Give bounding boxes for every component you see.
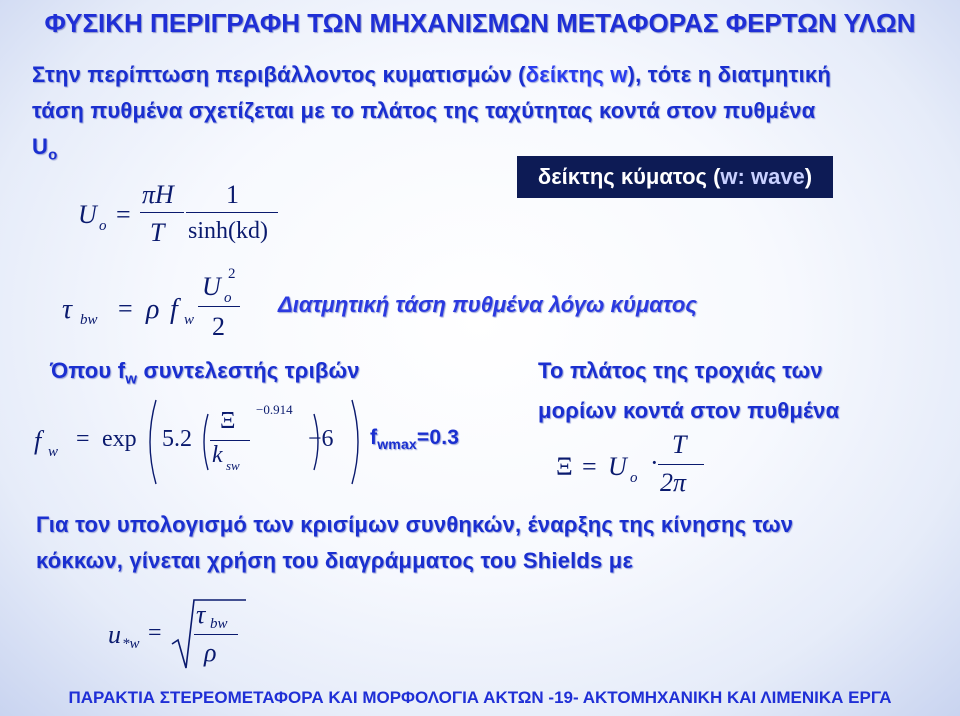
eq-ustar-frac-line	[194, 634, 238, 635]
eq-tau-f-sub: w	[184, 312, 195, 328]
slide-title: ΦΥΣΙΚΗ ΠΕΡΙΓΡΑΦΗ ΤΩΝ ΜΗΧΑΝΙΣΜΩΝ ΜΕΤΑΦΟΡΑΣ ΦΕΡΤΩΝ ΥΛΩΝ	[44, 8, 916, 38]
eq-ustar-num: τ	[196, 600, 206, 629]
equation-fw	[30, 396, 370, 492]
shields-line-1: Για τον υπολογισμό των κρισίμων συνθηκών, έναρξης της κίνησης των	[36, 512, 794, 537]
equation-xi	[552, 424, 722, 510]
intro-line-2: τάση πυθμένα σχετίζεται με το πλάτος της ταχύτητας κοντά στον πυθμένα	[32, 98, 816, 123]
eq-fw-num: Ξ	[220, 408, 236, 434]
eq-xi-u: U	[608, 452, 627, 481]
eq-uo-den1: T	[150, 218, 165, 247]
eq-tau-num-sub: o	[224, 290, 232, 306]
eq-uo-frac1-line	[140, 212, 184, 213]
slide-footer: ΠΑΡΑΚΤΙΑ ΣΤΕΡΕΟΜΕΤΑΦΟΡΑ ΚΑΙ ΜΟΡΦΟΛΟΓΙΑ ΑΚΤΩΝ -19- ΑΚΤΟΜΗΧΑΝΙΚΗ ΚΑΙ ΛΙΜΕΝΙΚΑ ΕΡΓΑ	[68, 688, 892, 707]
eq-fw-minus6: −6	[308, 426, 334, 452]
eq-fw-power: −0.914	[256, 402, 293, 417]
eq-fw-lhs: f	[34, 426, 42, 455]
eq-ustar-equals: =	[148, 620, 162, 646]
wave-box-text-b: )	[804, 164, 813, 189]
eq-fw-den-sub: sw	[226, 458, 240, 473]
amplitude-line-2: μορίων κοντά στον πυθμένα	[538, 398, 840, 423]
intro-line-1-text-b: ), τότε η διατμητική	[627, 62, 832, 87]
eq-fw-equals: =	[76, 426, 90, 452]
eq-fw-lhs-sub: w	[48, 444, 59, 460]
eq-xi-den: 2π	[660, 468, 687, 497]
intro-line-3	[32, 134, 57, 163]
eq-xi-num: T	[672, 430, 687, 459]
eq-uo-equals: =	[116, 200, 131, 229]
fw-max-sub: wmax	[377, 436, 417, 453]
eq-ustar-den: ρ	[204, 638, 217, 667]
uo-symbol-sub: o	[48, 146, 58, 164]
eq-ustar-num-sub: bw	[210, 616, 228, 632]
wave-index-box	[517, 156, 833, 198]
friction-text-sub: w	[125, 370, 138, 388]
friction-text-a: Όπου f	[50, 358, 126, 383]
eq-xi-frac-line	[658, 464, 704, 465]
friction-text-b: συντελεστής τριβών	[137, 358, 360, 383]
wave-box-text-a: δείκτης κύματος (	[537, 164, 721, 189]
eq-uo-num2: 1	[226, 180, 239, 209]
eq-tau-rho: ρ	[146, 294, 160, 325]
eq-ustar-sub: *w	[122, 636, 140, 652]
intro-line-1	[32, 62, 831, 88]
eq-tau-num-sup: 2	[228, 266, 236, 282]
eq-uo-frac2-line	[186, 212, 278, 213]
eq-tau-den: 2	[212, 312, 225, 341]
eq-tau-lhs-sub: bw	[80, 312, 98, 328]
eq-xi-dot: ·	[650, 448, 659, 477]
eq-fw-frac-line	[210, 440, 250, 441]
shields-line-2: κόκκων, γίνεται χρήση του διαγράμματος του Shields με	[36, 548, 634, 573]
eq-uo-den2: sinh(kd)	[188, 218, 268, 244]
eq-tau-num: U	[202, 272, 221, 301]
eq-ustar-u: u	[108, 620, 121, 649]
eq-tau-frac-line	[198, 306, 240, 307]
equation-tau-bw	[58, 262, 258, 352]
tau-caption: Διατμητική τάση πυθμένα λόγω κύματος	[278, 292, 698, 317]
fw-max-f: f	[370, 426, 378, 449]
eq-fw-den: k	[212, 442, 223, 468]
eq-tau-lhs: τ	[62, 294, 73, 325]
eq-uo-lhs-sub: o	[99, 218, 107, 234]
wave-box-highlight: w: wave	[720, 164, 805, 189]
eq-xi-equals: =	[582, 452, 597, 481]
uo-symbol: U	[32, 134, 49, 159]
equation-ustar	[104, 592, 254, 676]
eq-uo-lhs: U	[78, 200, 97, 229]
eq-tau-f: f	[170, 294, 178, 325]
eq-xi-u-sub: o	[630, 470, 638, 486]
eq-uo-num1: πH	[142, 180, 174, 209]
eq-xi-lhs: Ξ	[556, 452, 573, 481]
fw-max-value: =0.3	[416, 426, 460, 449]
friction-factor-text	[50, 358, 360, 387]
amplitude-line-1: Το πλάτος της τροχιάς των	[538, 358, 823, 383]
eq-fw-exp: exp	[102, 426, 137, 452]
equation-uo	[58, 170, 298, 260]
eq-tau-equals: =	[118, 294, 133, 323]
intro-line-1-text-a: Στην περίπτωση περιβάλλοντος κυματισμών (	[32, 62, 526, 87]
eq-fw-coef: 5.2	[162, 426, 192, 452]
fw-max	[370, 426, 459, 452]
intro-highlight: δείκτης w	[525, 62, 628, 87]
